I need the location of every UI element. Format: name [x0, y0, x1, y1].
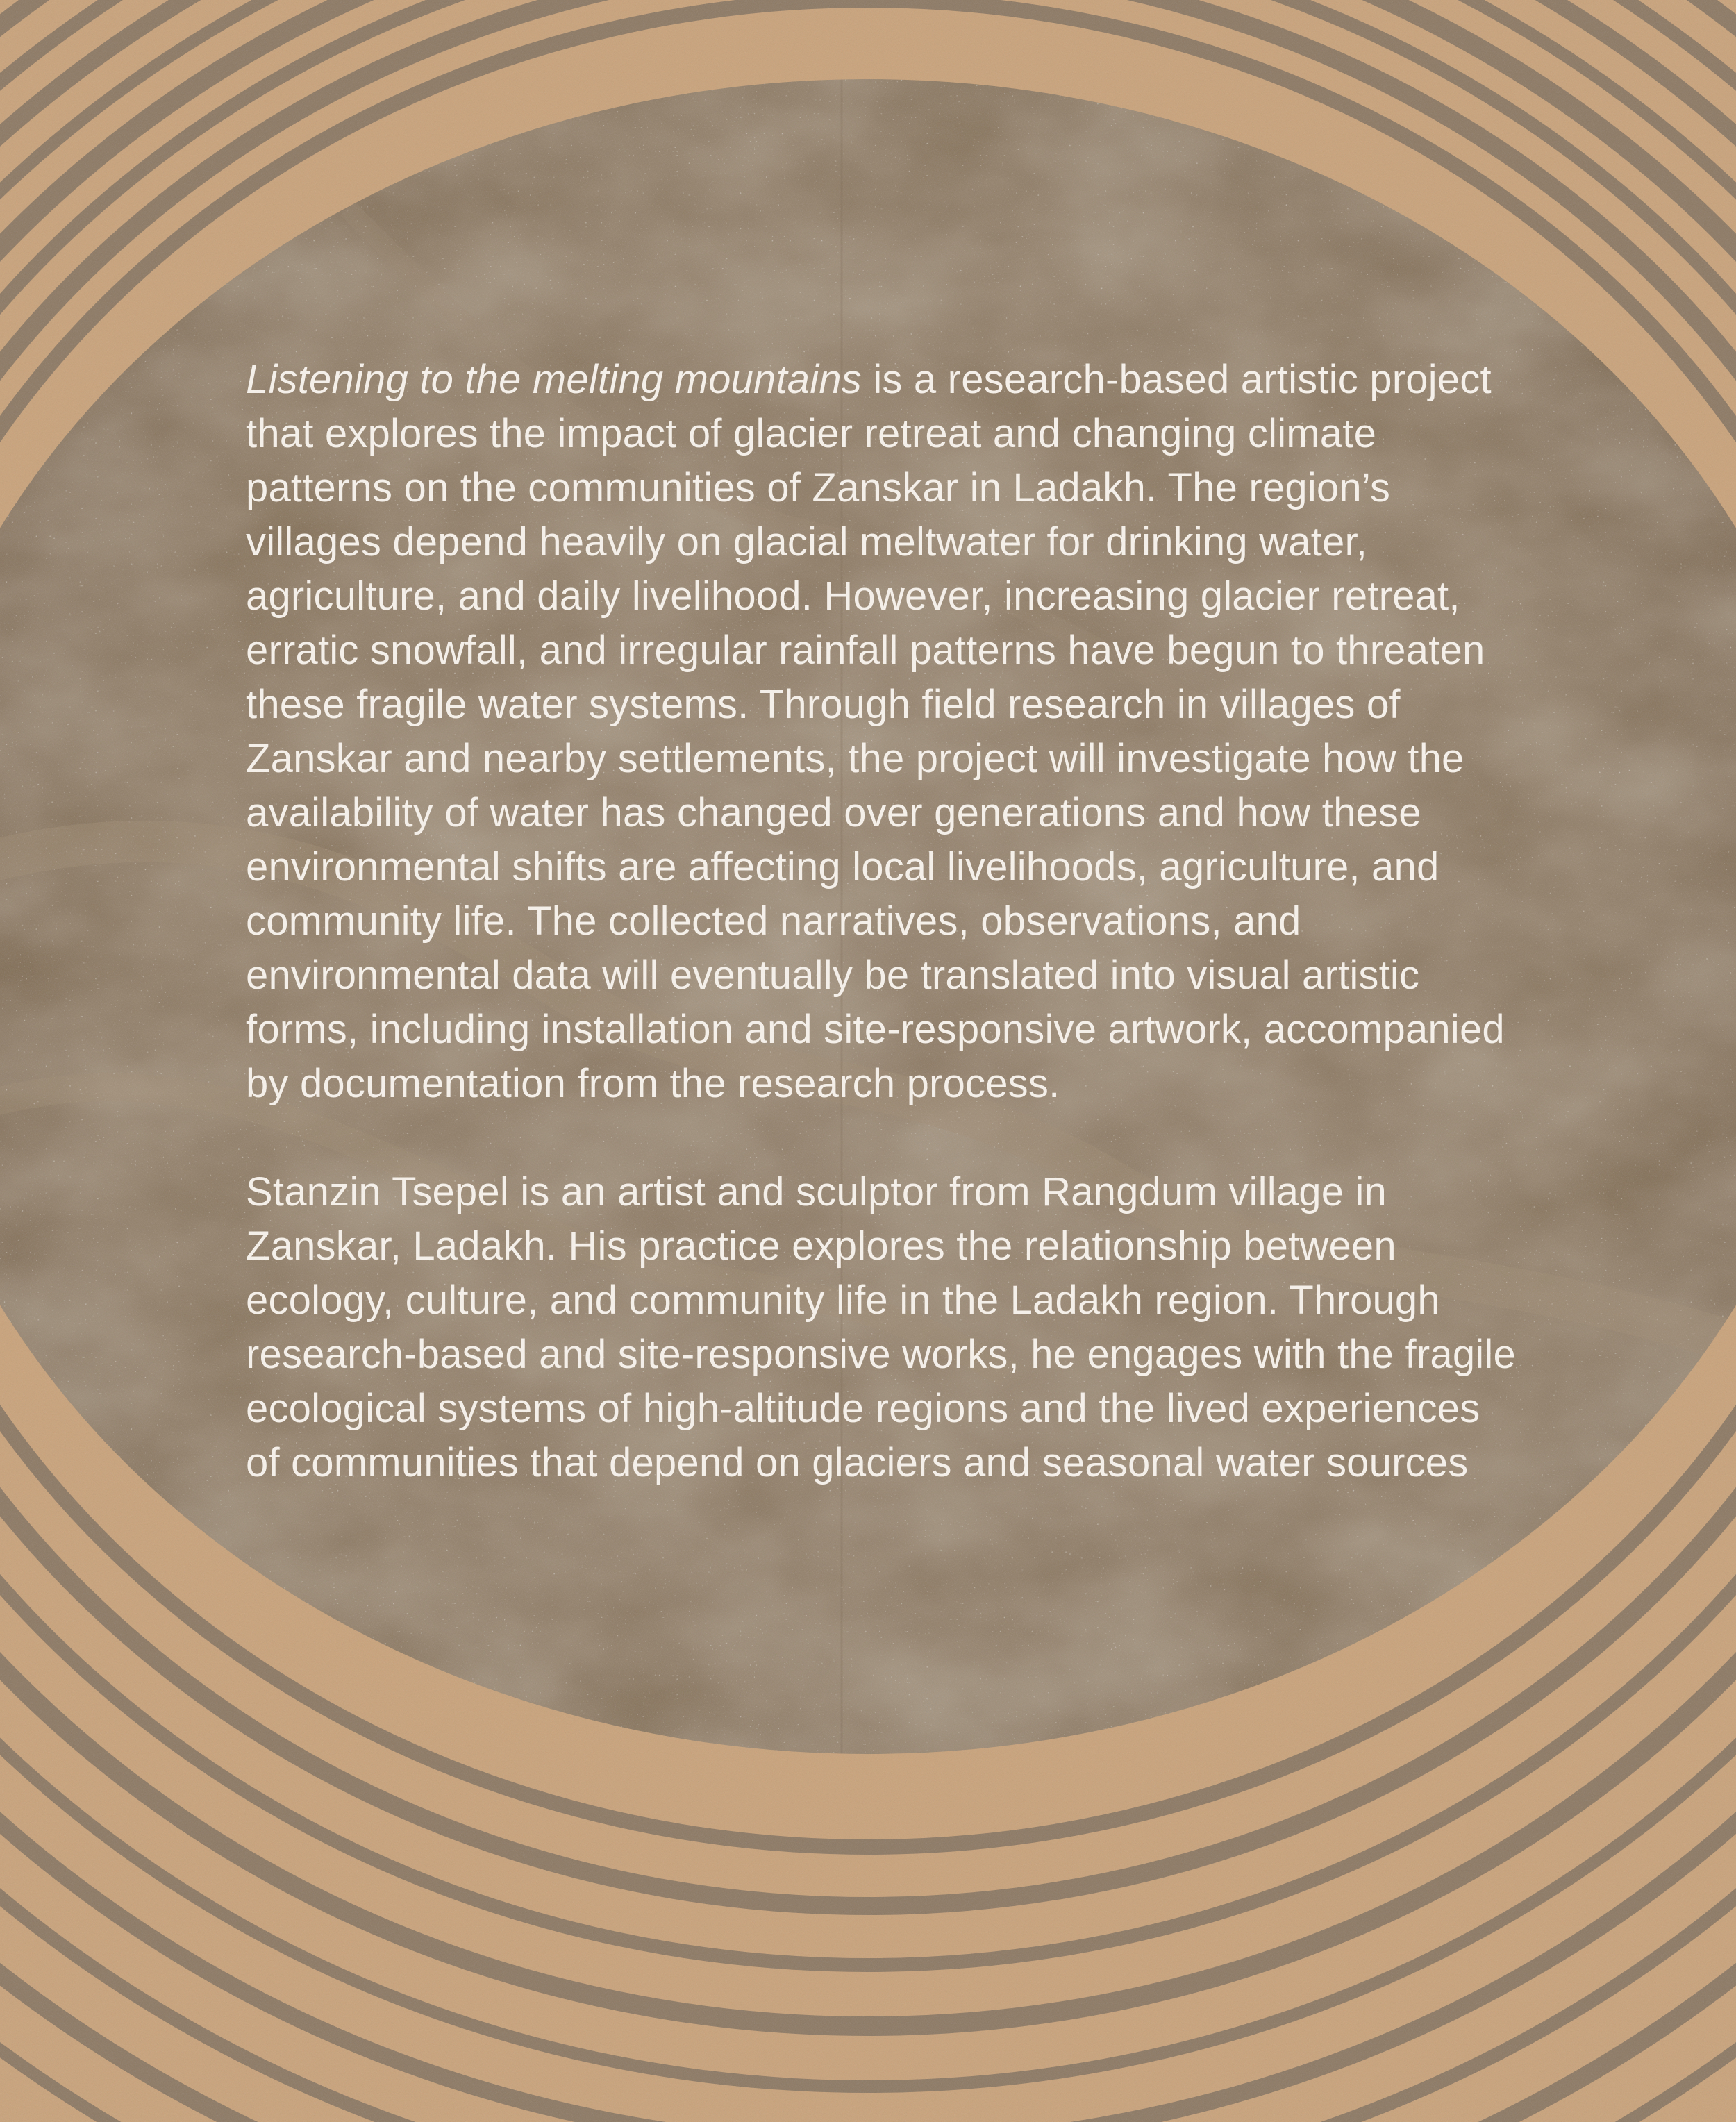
project-description	[246, 353, 1517, 1111]
artist-bio: Stanzin Tsepel is an artist and sculptor from Rangdum village in Zanskar, Ladakh. His practice explores the relationship between ecology, culture, and community life in the Ladakh region. Through research-based and site-responsive works, he engages with the fragile ecological systems of high-altitude regions and the lived experiences of communities that depend on glaciers and seasonal water sources	[246, 1169, 1516, 1485]
body-text	[246, 353, 1517, 1490]
project-title: Listening to the melting mountains	[246, 357, 862, 402]
project-description-text: is a research-based artistic project that explores the impact of glacier retreat and changing climate patterns on the communities of Zanskar in Ladakh. The region’s villages depend heavily on glacial meltwater for drinking water, agriculture, and daily livelihood. However, increasing glacier retreat, erratic snowfall, and irregular rainfall patterns have begun to threaten these fragile water systems. Through field research in villages of Zanskar and nearby settlements, the project will investigate how the availability of water has changed over generations and how these environmental shifts are affecting local livelihoods, agriculture, and community life. The collected narratives, observations, and environmental data will eventually be translated into visual artistic forms, including installation and site-responsive artwork, accompanied by documentation from the research process.	[246, 357, 1505, 1106]
